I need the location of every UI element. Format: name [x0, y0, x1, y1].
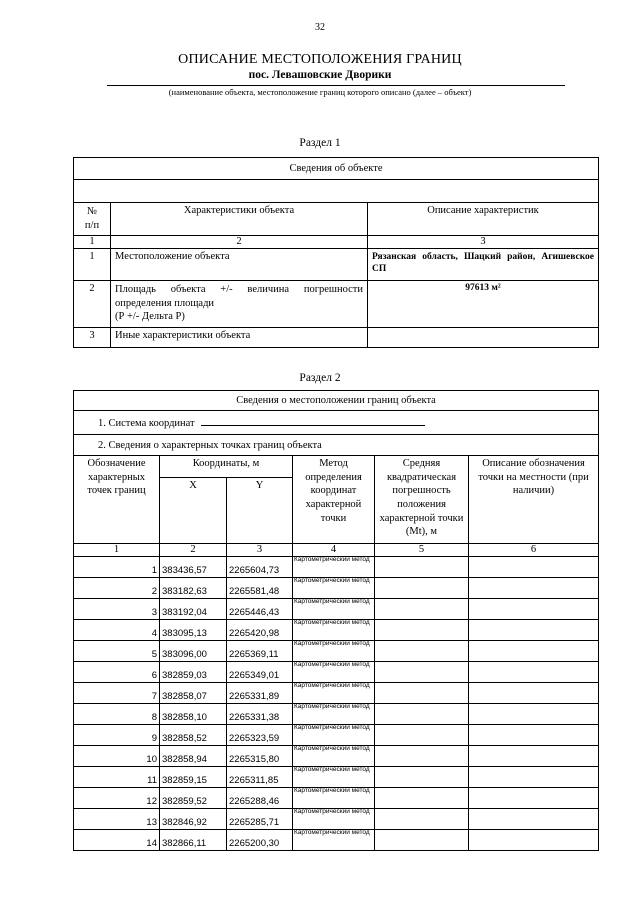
col-header-number: № п/п: [74, 203, 111, 236]
point-number: 5: [74, 641, 160, 662]
point-number: 2: [74, 578, 160, 599]
point-row: [74, 788, 599, 809]
point-error: [375, 767, 469, 788]
point-method: Картометрический метод: [293, 578, 375, 599]
point-description: [469, 767, 599, 788]
point-y: 2265369,11: [227, 641, 293, 662]
point-method: Картометрический метод: [293, 662, 375, 683]
point-method: Картометрический метод: [293, 704, 375, 725]
points-info-label: 2. Сведения о характерных точках границ объекта: [74, 435, 599, 456]
boundary-points-table: [73, 390, 599, 851]
point-x: 383096,00: [160, 641, 227, 662]
point-method: Картометрический метод: [293, 809, 375, 830]
point-description: [469, 788, 599, 809]
table-row: [74, 249, 599, 281]
col-index: 4: [293, 544, 375, 557]
point-x: 382858,94: [160, 746, 227, 767]
point-number: 7: [74, 683, 160, 704]
row-number: 1: [74, 249, 111, 281]
point-row: [74, 725, 599, 746]
point-y: 2265446,43: [227, 599, 293, 620]
point-description: [469, 830, 599, 851]
section-2-label: Раздел 2: [299, 372, 341, 384]
point-x: 382858,52: [160, 725, 227, 746]
section-1-label: Раздел 1: [299, 137, 341, 149]
point-number: 10: [74, 746, 160, 767]
point-x: 382858,07: [160, 683, 227, 704]
object-name-caption: (наименование объекта, местоположение границ которого описано (далее – объект): [168, 87, 472, 97]
point-method: Картометрический метод: [293, 641, 375, 662]
point-error: [375, 830, 469, 851]
row-number: 3: [74, 328, 111, 348]
col-index: 3: [368, 236, 599, 249]
col-header-designation: Обозначение характерных точек границ: [74, 456, 160, 544]
point-x: 382846,92: [160, 809, 227, 830]
point-x: 382858,10: [160, 704, 227, 725]
point-error: [375, 620, 469, 641]
point-method: Картометрический метод: [293, 599, 375, 620]
point-error: [375, 599, 469, 620]
point-error: [375, 809, 469, 830]
point-description: [469, 620, 599, 641]
point-x: 383182,63: [160, 578, 227, 599]
object-info-header: Сведения об объекте: [74, 158, 599, 180]
row-number: 2: [74, 281, 111, 328]
col-index: 5: [375, 544, 469, 557]
point-description: [469, 641, 599, 662]
point-description: [469, 662, 599, 683]
point-row: [74, 809, 599, 830]
col-header-x: X: [160, 478, 227, 544]
point-row: [74, 704, 599, 725]
col-header-y: Y: [227, 478, 293, 544]
point-row: [74, 557, 599, 578]
point-number: 4: [74, 620, 160, 641]
point-number: 9: [74, 725, 160, 746]
point-row: [74, 767, 599, 788]
col-index: 6: [469, 544, 599, 557]
table-row: [74, 328, 599, 348]
point-row: [74, 830, 599, 851]
point-row: [74, 641, 599, 662]
point-number: 14: [74, 830, 160, 851]
point-y: 2265288,46: [227, 788, 293, 809]
page-number: 32: [315, 22, 325, 33]
point-x: 383192,04: [160, 599, 227, 620]
col-index: 2: [111, 236, 368, 249]
point-y: 2265349,01: [227, 662, 293, 683]
col-header-method: Метод определения координат характерной точки: [293, 456, 375, 544]
point-x: 383436,57: [160, 557, 227, 578]
point-method: Картометрический метод: [293, 557, 375, 578]
point-row: [74, 662, 599, 683]
blank-row: [74, 180, 599, 203]
col-header-point-description: Описание обозначения точки на местности (при наличии): [469, 456, 599, 544]
point-method: Картометрический метод: [293, 746, 375, 767]
coordinate-system-label: 1. Система координат: [98, 418, 195, 429]
point-method: Картометрический метод: [293, 788, 375, 809]
point-number: 8: [74, 704, 160, 725]
col-index: 1: [74, 544, 160, 557]
object-name: пос. Левашовские Дворики: [248, 69, 392, 81]
point-row: [74, 599, 599, 620]
row-description: [368, 328, 599, 348]
row-characteristic: Площадь объекта +/- величина погрешности определения площади (Р +/- Дельта Р): [111, 281, 368, 328]
point-method: Картометрический метод: [293, 767, 375, 788]
row-characteristic: Иные характеристики объекта: [111, 328, 368, 348]
point-number: 1: [74, 557, 160, 578]
table-row: [74, 281, 599, 328]
point-error: [375, 578, 469, 599]
point-description: [469, 578, 599, 599]
point-x: 383095,13: [160, 620, 227, 641]
point-y: 2265200,30: [227, 830, 293, 851]
point-error: [375, 725, 469, 746]
point-error: [375, 662, 469, 683]
point-x: 382859,52: [160, 788, 227, 809]
point-error: [375, 557, 469, 578]
col-header-characteristic: Характеристики объекта: [111, 203, 368, 236]
point-y: 2265285,71: [227, 809, 293, 830]
point-y: 2265323,59: [227, 725, 293, 746]
row-description: 97613 м²: [368, 281, 599, 328]
point-row: [74, 746, 599, 767]
document-title: ОПИСАНИЕ МЕСТОПОЛОЖЕНИЯ ГРАНИЦ: [178, 52, 462, 67]
point-x: 382859,15: [160, 767, 227, 788]
point-error: [375, 704, 469, 725]
point-description: [469, 557, 599, 578]
point-y: 2265331,38: [227, 704, 293, 725]
row-characteristic: Местоположение объекта: [111, 249, 368, 281]
points-body: [74, 557, 599, 851]
point-y: 2265420,98: [227, 620, 293, 641]
point-error: [375, 746, 469, 767]
coordinate-system-row: [74, 411, 599, 435]
point-description: [469, 704, 599, 725]
row-description: Рязанская область, Шацкий район, Агишевское СП: [368, 249, 599, 281]
point-method: Картометрический метод: [293, 620, 375, 641]
point-method: Картометрический метод: [293, 830, 375, 851]
point-row: [74, 578, 599, 599]
point-description: [469, 746, 599, 767]
point-row: [74, 620, 599, 641]
point-error: [375, 641, 469, 662]
boundary-info-header: Сведения о местоположении границ объекта: [74, 391, 599, 411]
point-method: Картометрический метод: [293, 725, 375, 746]
point-method: Картометрический метод: [293, 683, 375, 704]
object-info-table: [73, 157, 599, 348]
point-x: 382866,11: [160, 830, 227, 851]
object-name-underline: [107, 85, 565, 86]
point-number: 13: [74, 809, 160, 830]
point-y: 2265331,89: [227, 683, 293, 704]
point-x: 382859,03: [160, 662, 227, 683]
col-header-error: Средняя квадратическая погрешность положения характерной точки (Mt), м: [375, 456, 469, 544]
col-header-coordinates: Координаты, м: [160, 456, 293, 478]
col-index: 2: [160, 544, 227, 557]
coordinate-system-blank: [201, 416, 425, 426]
col-index: 3: [227, 544, 293, 557]
point-error: [375, 683, 469, 704]
col-header-description: Описание характеристик: [368, 203, 599, 236]
point-error: [375, 788, 469, 809]
point-number: 12: [74, 788, 160, 809]
point-description: [469, 725, 599, 746]
point-number: 6: [74, 662, 160, 683]
point-description: [469, 683, 599, 704]
col-index: 1: [74, 236, 111, 249]
point-y: 2265315,80: [227, 746, 293, 767]
point-description: [469, 599, 599, 620]
point-y: 2265581,48: [227, 578, 293, 599]
point-row: [74, 683, 599, 704]
point-description: [469, 809, 599, 830]
point-y: 2265311,85: [227, 767, 293, 788]
point-number: 3: [74, 599, 160, 620]
point-y: 2265604,73: [227, 557, 293, 578]
point-number: 11: [74, 767, 160, 788]
